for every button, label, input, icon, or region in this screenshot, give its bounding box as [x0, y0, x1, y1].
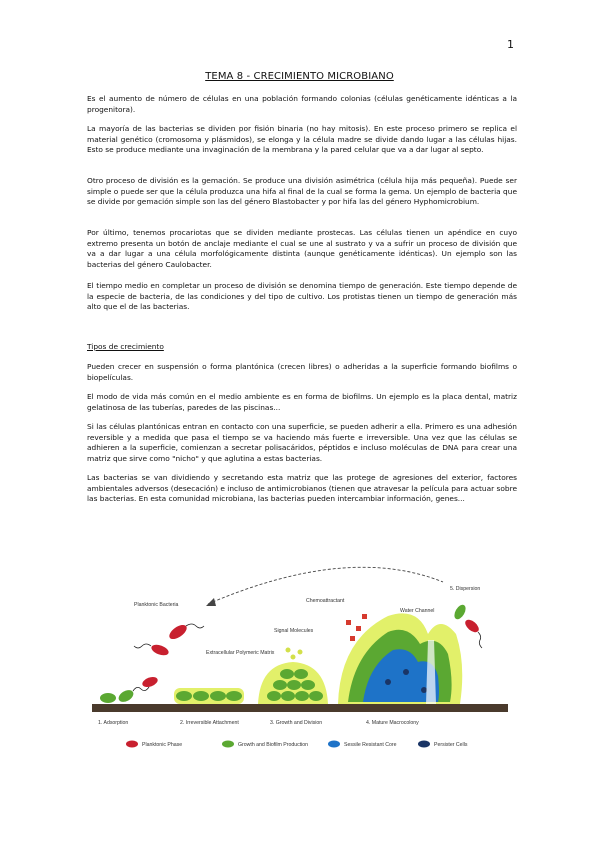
- section-heading: Tipos de crecimiento: [87, 342, 164, 351]
- paragraph: Las bacterias se van dividiendo y secretando esta matriz que las protege de agresiones del exterior, factores ambientales adversos (desecación) e incluso de antimicrobianos (tienen que atravesar la película para actuar sobre las bacterias. En esta comunidad microbiana, las bacterias pueden intercambiar información, genes...: [87, 473, 517, 504]
- paragraph: Por último, tenemos procariotas que se dividen mediante prostecas. Las células tienen un apéndice en cuyo extremo presenta un botón de anclaje mediante el cual se une al sustrato y va a sufrir un proceso de división que va a dar lugar a una célula morfológicamente distinta (aunque genéticamente idénticas). Un ejemplo son las bacterias del género Caulobacter.: [87, 228, 517, 269]
- stage-irreversible-attachment: [174, 688, 244, 704]
- label-dispersion: 5. Dispersion: [450, 586, 481, 592]
- biofilm-diagram: [88, 554, 516, 764]
- biofilm-figure: [88, 554, 516, 764]
- paragraph: La mayoría de las bacterias se dividen por fisión binaria (no hay mitosis). En este proceso primero se replica el material genético (cromosoma y plásmidos), se elonga y la célula madre se divide dando lugar a las células hijas. Esto se produce mediante una invaginación de la membrana y la pared celular que va a dar lugar al septo.: [87, 124, 517, 155]
- paragraph: El tiempo medio en completar un proceso de división se denomina tiempo de generación. Este tiempo depende de la especie de bacteria, de las condiciones y del tipo de cultivo. Los protistas tienen un tiempo de generación más alto que el de las bacterias.: [87, 281, 517, 312]
- arc-arrowhead: [206, 598, 216, 606]
- page-title: TEMA 8 - CRECIMIENTO MICROBIANO: [205, 71, 394, 82]
- stage-label: 3. Growth and Division: [270, 720, 323, 726]
- surface: [92, 704, 508, 712]
- svg-text:Growth and Biofilm Production: Growth and Biofilm Production: [238, 742, 309, 748]
- label-water: Water Channel: [400, 608, 435, 614]
- label-chemo: Chemoattractant: [306, 598, 345, 604]
- legend-swatch-core: [328, 741, 340, 748]
- svg-text:Sessile Resistant Core: Sessile Resistant Core: [344, 742, 397, 748]
- planktonic-bacteria: [134, 622, 204, 657]
- paragraph: Si las células plantónicas entran en contacto con una superficie, se pueden adherir a ella. Primero es una adhesión reversible y a medida que pasa el tiempo se va haciendo más fuerte e irreversible. Una vez que las células se adhieren a la superficie, comienzan a secretar polisacáridos, péptidos e incluso moléculas de DNA para crear una matriz que sirve como "nicho" y que aglutina a estas bacterias.: [87, 422, 517, 463]
- stage-adsorption: [100, 675, 159, 704]
- paragraph: Es el aumento de número de células en una población formando colonias (células genéticamente idénticas a la progenitora).: [87, 94, 517, 114]
- stage-label: 4. Mature Macrocolony: [366, 720, 419, 726]
- legend-swatch-planktonic: [126, 741, 138, 748]
- paragraph: Otro proceso de división es la gemación. Se produce una división asimétrica (célula hija más pequeña). Puede ser simple o puede ser que la célula produzca una hifa al final de la cual se forma la gema. Un ejemplo de bacteria que se divide por gemación simple son las del género Blastobacter y por hifa las del género Hyphomicrobium.: [87, 176, 517, 207]
- svg-text:Persister Cells: Persister Cells: [434, 742, 468, 748]
- paragraph: Pueden crecer en suspensión o forma plantónica (crecen libres) o adheridas a la superficie formando biofilms o biopelículas.: [87, 362, 517, 382]
- legend: [126, 741, 468, 749]
- stage-label: 1. Adsorption: [98, 720, 129, 726]
- svg-text:Planktonic Phase: Planktonic Phase: [142, 742, 183, 748]
- stage-label: 2. Irreversible Attachment: [180, 720, 239, 726]
- page-number: 1: [507, 38, 514, 51]
- legend-swatch-growth: [222, 741, 234, 748]
- label-signal: Signal Molecules: [274, 628, 314, 634]
- legend-swatch-persister: [418, 741, 430, 748]
- paragraph: El modo de vida más común en el medio ambiente es en forma de biofilms. Un ejemplo es la placa dental, matriz gelatinosa de las tuberías, paredes de las piscinas...: [87, 392, 517, 412]
- label-planktonic: Planktonic Bacteria: [134, 602, 179, 608]
- label-eps: Extracellular Polymeric Matrix: [206, 650, 275, 656]
